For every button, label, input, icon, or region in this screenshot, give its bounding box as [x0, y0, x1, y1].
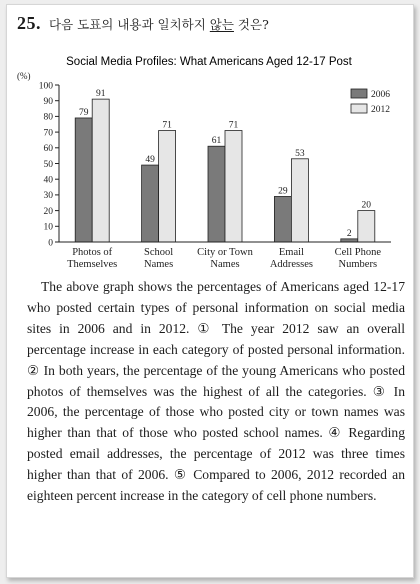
data-label-2012-2: 71 — [228, 120, 239, 131]
x-tick-label-1: Names — [144, 259, 174, 270]
y-tick-label: 20 — [43, 206, 53, 217]
y-tick-label: 50 — [43, 159, 53, 170]
x-tick-label-0: Photos of — [72, 247, 113, 258]
y-tick-label: 90 — [43, 97, 53, 107]
y-tick-label: 60 — [43, 144, 53, 155]
chart-title: Social Media Profiles: What Americans Aged 12-17 Post — [66, 56, 352, 68]
y-tick-label: 70 — [43, 128, 53, 139]
bar-chart — [11, 53, 407, 273]
x-tick-label-4: Cell Phone — [334, 247, 381, 258]
question-text-before: 다음 도표의 내용과 일치하지 — [49, 17, 210, 32]
data-label-2012-1: 71 — [162, 120, 172, 131]
y-tick-label: 40 — [43, 175, 53, 186]
data-label-2006-0: 79 — [78, 107, 89, 118]
y-tick-label: 100 — [38, 81, 53, 92]
x-tick-label-3: Addresses — [269, 259, 313, 270]
legend-label-2012: 2012 — [371, 105, 390, 115]
bar-2012-1 — [159, 131, 176, 242]
question-prompt — [49, 15, 269, 33]
exam-page — [6, 4, 414, 578]
bar-2012-0 — [92, 99, 109, 242]
legend-swatch-2012 — [351, 104, 367, 113]
data-label-2012-0: 91 — [95, 89, 106, 100]
y-tick-label: 30 — [43, 191, 53, 202]
legend-label-2006: 2006 — [371, 90, 390, 100]
data-label-2012-4: 20 — [361, 200, 372, 211]
bars-group — [75, 89, 375, 242]
bar-2012-3 — [291, 159, 308, 242]
question-header — [17, 13, 269, 35]
bar-2012-2 — [225, 131, 242, 242]
y-tick-label: 80 — [43, 112, 53, 123]
bar-2006-3 — [274, 196, 291, 242]
y-axis — [39, 81, 59, 248]
bar-2006-0 — [75, 118, 92, 242]
y-tick-label: 10 — [43, 222, 53, 233]
x-tick-label-4: Numbers — [338, 259, 378, 270]
passage-text: The above graph shows the percentages of Americans aged 12-17 who posted certain types of personal information on social media sites in 2006 and in 2012. ① The year 2012 saw an overall percentage increase in each category of posted personal information. ② In both years, the percentage of the young Americans who posted photos of themselves was the highest of all the categories. ③ In 2006, the percentage of those who posted city or town names was higher than that of those who posted school names. ④ Regarding posted email addresses, the percentage of 2012 was three times higher than that of 2006. ⑤ Compared to 2006, 2012 recorded an eighteen percent increase in the category of cell phone numbers. — [27, 279, 405, 504]
x-tick-label-0: Themselves — [67, 259, 118, 270]
data-label-2006-1: 49 — [145, 155, 155, 166]
question-text-after: 것은? — [233, 17, 269, 32]
x-tick-label-2: Names — [210, 259, 240, 270]
bar-2012-4 — [358, 211, 375, 242]
question-number: 25. — [17, 13, 41, 33]
data-label-2012-3: 53 — [295, 148, 305, 159]
data-label-2006-2: 61 — [211, 136, 222, 147]
y-unit-label: (%) — [17, 71, 31, 81]
chart-legend — [351, 89, 390, 115]
data-label-2006-4: 2 — [346, 228, 352, 239]
x-axis — [59, 242, 391, 270]
bar-2006-2 — [208, 146, 225, 242]
x-tick-label-3: Email — [278, 247, 304, 258]
question-underlined-word: 않는 — [209, 17, 234, 32]
legend-swatch-2006 — [351, 89, 367, 98]
x-tick-label-2: City or Town — [197, 247, 253, 258]
data-label-2006-3: 29 — [278, 186, 288, 197]
bar-2006-1 — [142, 165, 159, 242]
y-tick-label: 0 — [48, 238, 53, 249]
x-tick-label-1: School — [144, 247, 174, 258]
